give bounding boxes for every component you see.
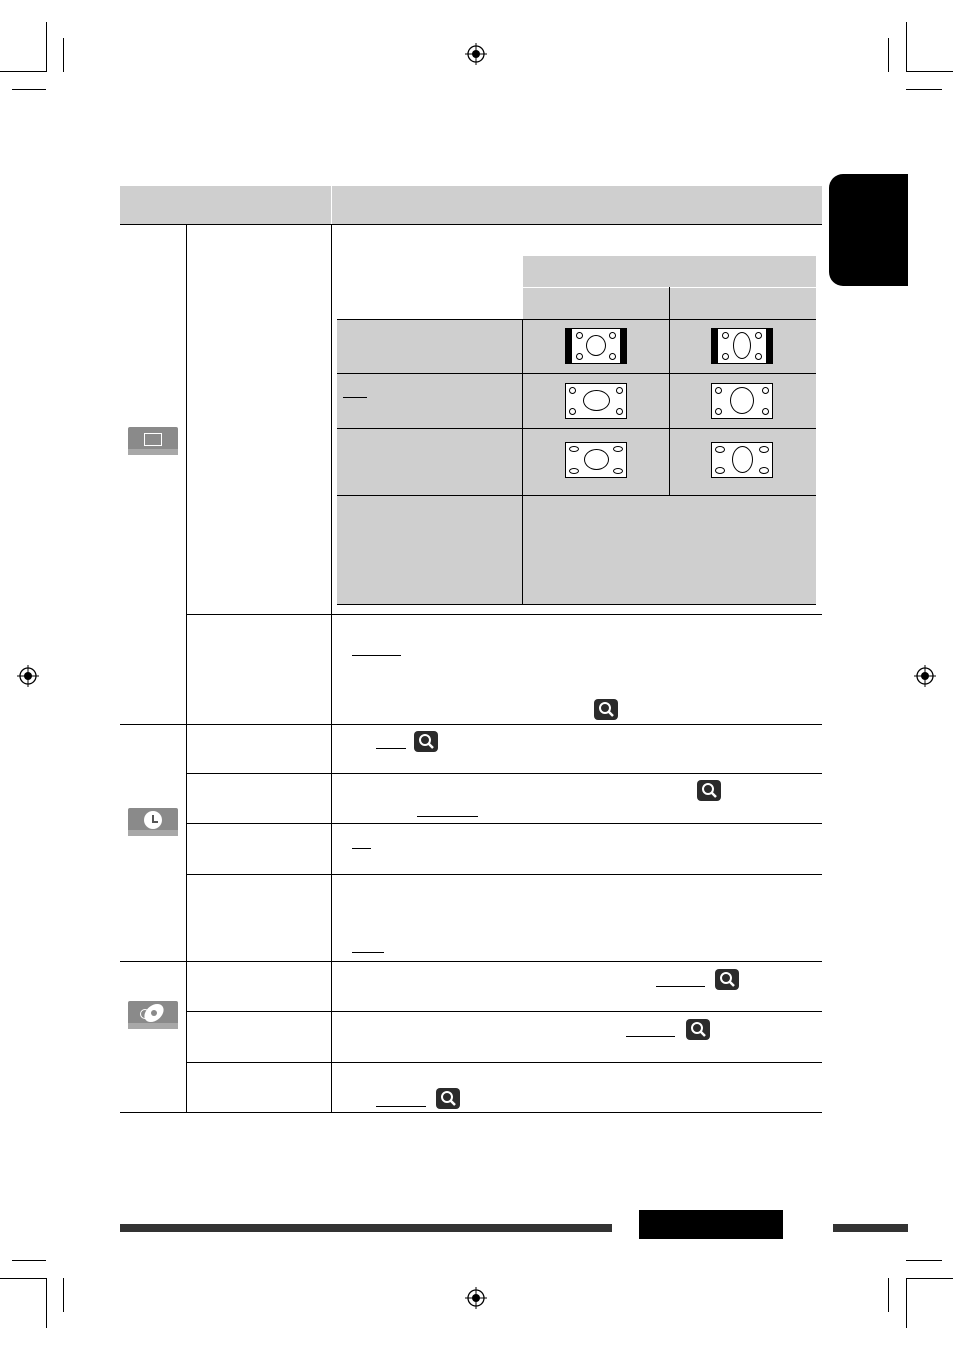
crop-mark	[888, 1278, 889, 1312]
magnifier-icon[interactable]	[697, 780, 721, 801]
registration-mark-icon	[465, 43, 487, 65]
subtable-rule	[337, 495, 816, 496]
table-rule	[186, 614, 822, 615]
crop-mark	[906, 1278, 953, 1279]
table-header	[120, 186, 822, 224]
crop-mark	[906, 71, 953, 72]
screen-aspect-diagram	[565, 328, 627, 364]
subtable-rule	[522, 319, 523, 605]
subtable-header-cell	[523, 288, 669, 319]
subtable-rule	[337, 604, 816, 605]
disc-icon	[128, 1001, 178, 1029]
crop-mark	[0, 1278, 46, 1279]
table-rule	[331, 224, 332, 1112]
screen-aspect-diagram	[565, 442, 627, 478]
default-underline	[656, 986, 705, 987]
subtable-header-cell	[670, 288, 816, 319]
crop-mark	[46, 22, 47, 72]
clock-icon	[128, 808, 178, 836]
screen-aspect-diagram	[711, 328, 773, 364]
language-tab	[829, 174, 908, 286]
subtable-rule	[337, 428, 816, 429]
crop-mark	[906, 1260, 942, 1261]
subtable-cell	[337, 496, 522, 604]
default-underline	[626, 1036, 675, 1037]
crop-mark	[906, 89, 942, 90]
crop-mark	[0, 71, 46, 72]
footer-bar	[833, 1224, 908, 1232]
crop-mark	[12, 1260, 46, 1261]
registration-mark-icon	[465, 1287, 487, 1309]
magnifier-icon[interactable]	[414, 731, 438, 752]
default-underline	[352, 655, 401, 656]
default-underline	[376, 1106, 426, 1107]
crop-mark	[906, 22, 907, 72]
table-rule	[120, 724, 822, 725]
magnifier-icon[interactable]	[436, 1088, 460, 1109]
screen-aspect-diagram	[565, 383, 627, 419]
default-underline	[352, 952, 384, 953]
default-underline	[352, 848, 371, 849]
default-underline	[417, 816, 478, 817]
table-rule	[120, 961, 822, 962]
table-header-divider	[331, 186, 332, 224]
monitor-icon	[128, 427, 178, 455]
table-rule	[186, 1062, 822, 1063]
table-rule	[186, 773, 822, 774]
subtable-header	[523, 256, 816, 287]
crop-mark	[46, 1278, 47, 1328]
crop-mark	[888, 38, 889, 72]
screen-aspect-diagram	[711, 442, 773, 478]
table-rule	[186, 874, 822, 875]
subtable-cell	[337, 429, 522, 495]
crop-mark	[906, 1278, 907, 1328]
footer-bar	[120, 1224, 612, 1232]
subtable-cell	[337, 320, 522, 373]
crop-mark	[63, 1278, 64, 1312]
magnifier-icon[interactable]	[594, 699, 618, 720]
subtable-cell	[337, 374, 522, 428]
magnifier-icon[interactable]	[715, 969, 739, 990]
table-rule	[186, 1011, 822, 1012]
table-rule	[120, 224, 822, 225]
subtable-rule	[669, 287, 670, 495]
crop-mark	[63, 38, 64, 72]
subtable-cell	[523, 496, 816, 604]
default-underline	[376, 748, 406, 749]
crop-mark	[12, 89, 46, 90]
magnifier-icon[interactable]	[686, 1019, 710, 1040]
screen-aspect-diagram	[711, 383, 773, 419]
table-rule	[120, 1112, 822, 1113]
registration-mark-icon	[914, 665, 936, 687]
subtable-rule	[337, 373, 816, 374]
subtable-rule	[337, 319, 816, 320]
page-number-box	[639, 1210, 783, 1239]
registration-mark-icon	[17, 665, 39, 687]
default-underline	[343, 397, 367, 398]
table-rule	[186, 224, 187, 1112]
table-rule	[186, 823, 822, 824]
